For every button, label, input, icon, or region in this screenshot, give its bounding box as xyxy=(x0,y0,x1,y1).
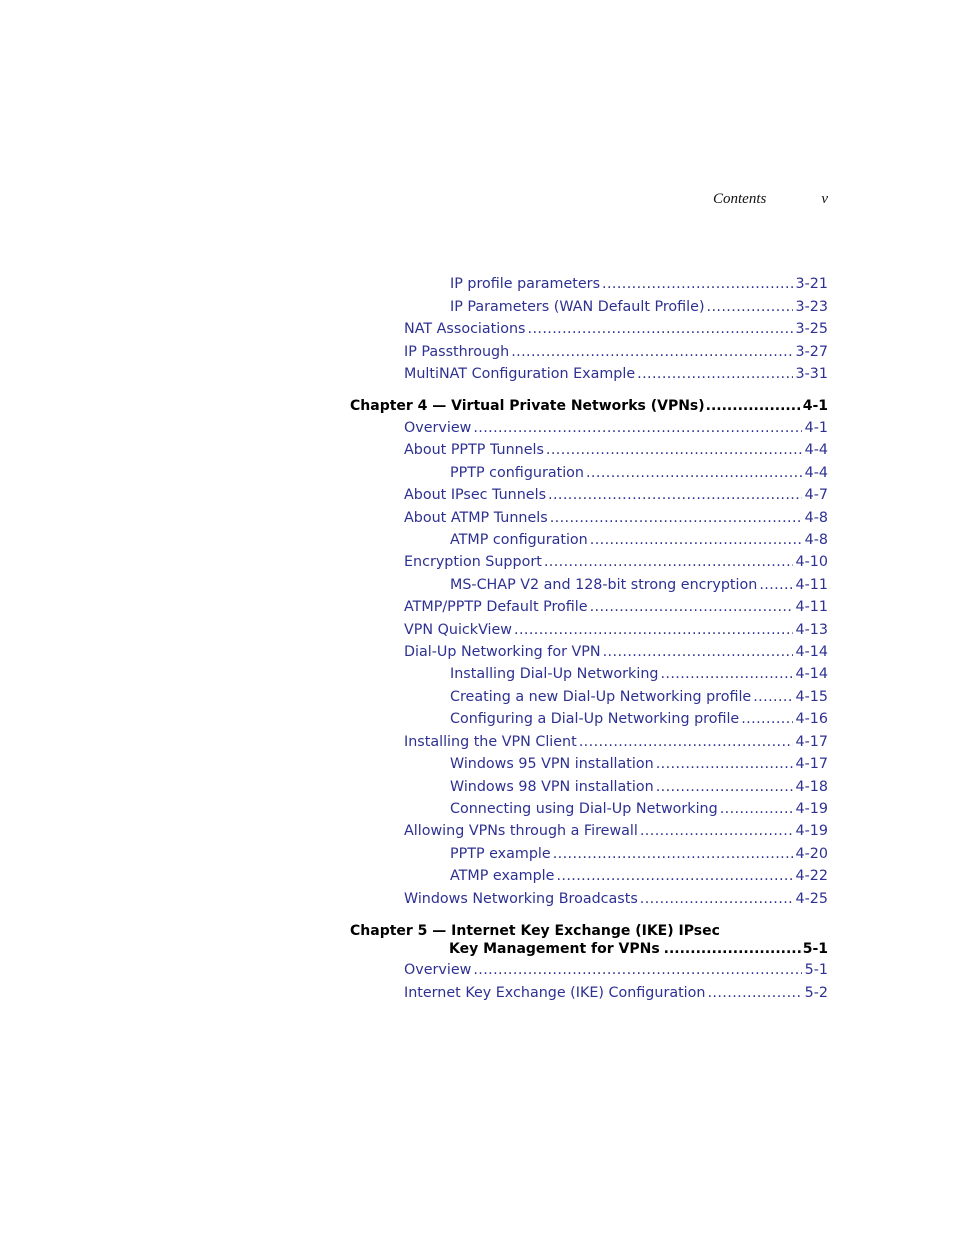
toc-entry-label: MS-CHAP V2 and 128-bit strong encryption xyxy=(450,577,758,593)
dot-leader xyxy=(579,732,793,752)
dot-leader xyxy=(656,754,793,774)
toc-entry-page: 4-25 xyxy=(795,891,828,907)
toc-entry-page: 4-19 xyxy=(795,801,828,817)
dot-leader xyxy=(759,575,792,595)
toc-entry[interactable] xyxy=(450,754,828,774)
toc-entry-label: About IPsec Tunnels xyxy=(404,487,547,503)
toc-entry-page: 5-1 xyxy=(804,962,828,978)
toc-entry-page: 4-17 xyxy=(795,734,828,750)
dot-leader xyxy=(550,508,802,528)
toc-entry-label: Encryption Support xyxy=(404,554,542,570)
toc-entry-label: Windows Networking Broadcasts xyxy=(404,891,638,907)
dot-leader xyxy=(602,274,793,294)
toc-entry-page: 4-19 xyxy=(795,823,828,839)
toc-entry[interactable] xyxy=(450,530,828,550)
toc-entry[interactable] xyxy=(404,597,828,617)
toc-entry[interactable] xyxy=(450,844,828,864)
toc-entry[interactable] xyxy=(404,552,828,572)
toc-entry-page: 4-17 xyxy=(795,756,828,772)
dot-leader xyxy=(548,485,802,505)
dot-leader xyxy=(706,397,801,415)
dot-leader xyxy=(590,597,793,617)
chapter-heading[interactable] xyxy=(350,397,828,415)
chapter-title: Chapter 5 — Internet Key Exchange (IKE) IPsec xyxy=(350,923,720,939)
dot-leader xyxy=(637,364,792,384)
toc-entry-label: MultiNAT Configuration Example xyxy=(404,366,636,382)
dot-leader xyxy=(753,687,792,707)
toc-entry-page: 4-4 xyxy=(804,442,828,458)
page-number: v xyxy=(821,191,828,207)
toc-entry[interactable] xyxy=(404,319,828,339)
toc-entry[interactable] xyxy=(450,463,828,483)
toc-entry-label: IP profile parameters xyxy=(450,276,601,292)
dot-leader xyxy=(664,940,801,958)
toc-entry-label: Overview xyxy=(404,962,472,978)
toc-entry-label: ATMP configuration xyxy=(450,532,588,548)
toc-entry[interactable] xyxy=(404,508,828,528)
toc-entry[interactable] xyxy=(404,732,828,752)
toc-entry-page: 4-14 xyxy=(795,666,828,682)
toc-entry-page: 4-11 xyxy=(795,577,828,593)
toc-entry-label: PPTP configuration xyxy=(450,465,584,481)
toc-entry-page: 4-14 xyxy=(795,644,828,660)
toc-entry-page: 3-25 xyxy=(795,321,828,337)
toc-entry[interactable] xyxy=(450,709,828,729)
toc-entry-label: Windows 98 VPN installation xyxy=(450,779,654,795)
toc-entry[interactable] xyxy=(450,274,828,294)
toc-entry[interactable] xyxy=(450,777,828,797)
toc-entry-page: 3-23 xyxy=(795,299,828,315)
toc-entry-page: 4-16 xyxy=(795,711,828,727)
toc-entry-label: Connecting using Dial-Up Networking xyxy=(450,801,718,817)
toc-entry-label: Windows 95 VPN installation xyxy=(450,756,654,772)
toc-entry-label: Configuring a Dial-Up Networking profile xyxy=(450,711,740,727)
chapter-title-continued: Key Management for VPNs xyxy=(449,941,660,957)
toc-entry-label: Overview xyxy=(404,420,472,436)
dot-leader xyxy=(590,530,802,550)
dot-leader xyxy=(707,983,801,1003)
toc-entry-page: 4-8 xyxy=(804,510,828,526)
toc-entry-label: IP Passthrough xyxy=(404,344,510,360)
toc-entry[interactable] xyxy=(404,342,828,362)
dot-leader xyxy=(707,297,793,317)
dot-leader xyxy=(603,642,793,662)
dot-leader xyxy=(528,319,793,339)
toc-entry-page: 3-27 xyxy=(795,344,828,360)
toc-entry[interactable] xyxy=(450,687,828,707)
toc-entry-label: VPN QuickView xyxy=(404,622,512,638)
running-title: Contents xyxy=(713,191,767,207)
toc-entry[interactable] xyxy=(404,821,828,841)
toc-entry[interactable] xyxy=(450,866,828,886)
chapter-heading[interactable] xyxy=(350,922,828,958)
dot-leader xyxy=(546,440,802,460)
toc-entry-label: About PPTP Tunnels xyxy=(404,442,544,458)
toc-entry-page: 5-2 xyxy=(804,985,828,1001)
dot-leader xyxy=(660,664,792,684)
toc-entry-page: 4-20 xyxy=(795,846,828,862)
toc-entry[interactable] xyxy=(404,642,828,662)
toc-entry-label: About ATMP Tunnels xyxy=(404,510,548,526)
toc-entry-label: IP Parameters (WAN Default Profile) xyxy=(450,299,705,315)
toc-entry-label: Installing Dial-Up Networking xyxy=(450,666,659,682)
toc-entry-page: 4-10 xyxy=(795,554,828,570)
toc-entry-label: Creating a new Dial-Up Networking profile xyxy=(450,689,752,705)
toc-entry-page: 4-13 xyxy=(795,622,828,638)
toc-entry[interactable] xyxy=(404,983,828,1003)
toc-entry-label: ATMP/PPTP Default Profile xyxy=(404,599,588,615)
toc-entry-label: NAT Associations xyxy=(404,321,526,337)
toc-entry[interactable] xyxy=(404,620,828,640)
toc-entry-label: Installing the VPN Client xyxy=(404,734,577,750)
toc-entry-page: 3-21 xyxy=(795,276,828,292)
chapter-page: 5-1 xyxy=(802,941,828,957)
toc-entry-label: ATMP example xyxy=(450,868,555,884)
toc-entry[interactable] xyxy=(450,664,828,684)
dot-leader xyxy=(553,844,793,864)
dot-leader xyxy=(720,799,793,819)
page-header xyxy=(700,190,828,212)
toc-entry[interactable] xyxy=(404,364,828,384)
toc-entry-page: 4-18 xyxy=(795,779,828,795)
toc-entry[interactable] xyxy=(450,297,828,317)
toc-entry[interactable] xyxy=(404,418,828,438)
chapter-page: 4-1 xyxy=(802,398,828,414)
toc-entry-page: 4-4 xyxy=(804,465,828,481)
toc-entry-label: Internet Key Exchange (IKE) Configuration xyxy=(404,985,706,1001)
dot-leader xyxy=(514,620,793,640)
dot-leader xyxy=(586,463,802,483)
dot-leader xyxy=(473,418,801,438)
toc-entry[interactable] xyxy=(404,889,828,909)
toc-entry-page: 4-22 xyxy=(795,868,828,884)
toc-entry-label: Allowing VPNs through a Firewall xyxy=(404,823,638,839)
dot-leader xyxy=(511,342,792,362)
toc-entry[interactable] xyxy=(450,799,828,819)
toc-entry[interactable] xyxy=(404,960,828,980)
toc-entry-page: 4-11 xyxy=(795,599,828,615)
toc-entry-page: 4-8 xyxy=(804,532,828,548)
chapter-title: Chapter 4 — Virtual Private Networks (VPNs) xyxy=(350,398,705,414)
toc-entry-page: 4-1 xyxy=(804,420,828,436)
toc-entry[interactable] xyxy=(450,575,828,595)
toc-entry-page: 4-7 xyxy=(804,487,828,503)
toc-entry[interactable] xyxy=(404,485,828,505)
dot-leader xyxy=(656,777,793,797)
toc-entry-page: 4-15 xyxy=(795,689,828,705)
dot-leader xyxy=(556,866,792,886)
toc-entry[interactable] xyxy=(404,440,828,460)
dot-leader xyxy=(544,552,793,572)
toc-entry-label: PPTP example xyxy=(450,846,551,862)
dot-leader xyxy=(640,889,793,909)
dot-leader xyxy=(640,821,793,841)
toc-entry-label: Dial-Up Networking for VPN xyxy=(404,644,601,660)
dot-leader xyxy=(741,709,792,729)
toc-entry-page: 3-31 xyxy=(795,366,828,382)
dot-leader xyxy=(473,960,801,980)
